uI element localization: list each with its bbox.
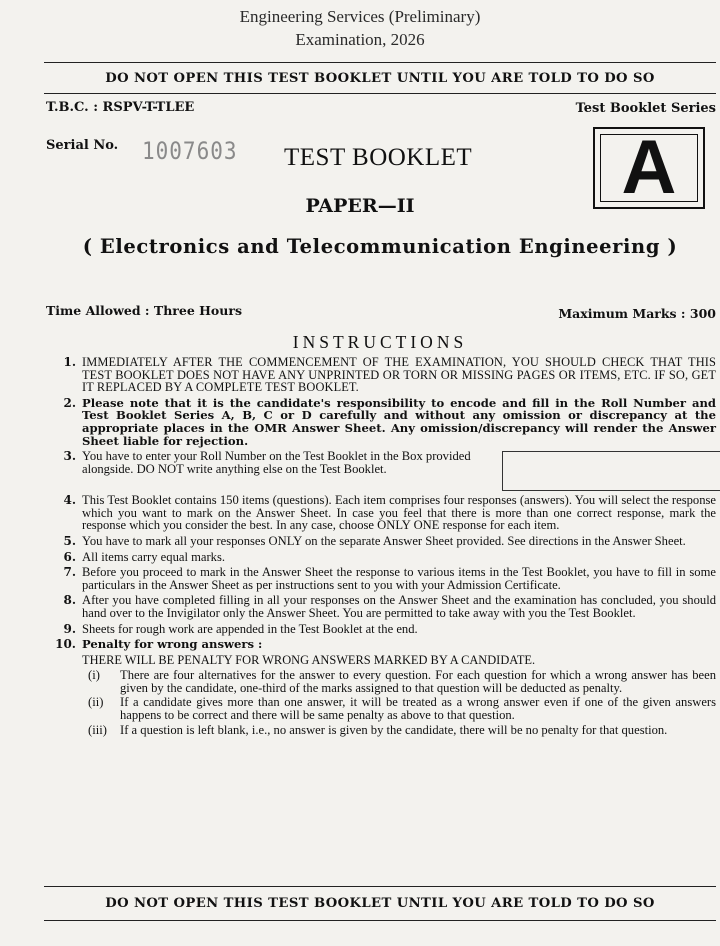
instructions-heading: INSTRUCTIONS [292, 332, 468, 352]
tbc-code: T.B.C. : RSPV-T-TLEE [46, 100, 195, 115]
penalty-item [46, 696, 716, 721]
instruction-number: 10. [55, 637, 76, 652]
instruction-item [46, 356, 716, 394]
penalty-number: (ii) [88, 695, 104, 710]
instruction-item [46, 450, 716, 491]
subject-title: ( Electronics and Telecommunication Engineering ) [82, 235, 678, 258]
time-allowed: Time Allowed : Three Hours [46, 303, 242, 318]
serial-number: 1007603 [142, 137, 238, 165]
top-rule [44, 62, 716, 63]
top-rule-lower [44, 93, 716, 94]
series-letter: A [600, 134, 698, 202]
instruction-item [46, 566, 716, 591]
instruction-text: Penalty for wrong answers : [82, 637, 263, 652]
instruction-text: Sheets for rough work are appended in the Test Booklet at the end. [82, 621, 418, 636]
penalty-item [46, 724, 716, 737]
penalty-text: If a candidate gives more than one answer, it will be treated as a wrong answer even if one of the given answers happens to be correct and there will be same penalty as above to that question. [120, 695, 716, 723]
instruction-number: 1. [63, 355, 76, 369]
exam-title-line2: Examination, 2026 [295, 30, 425, 49]
penalty-number: (i) [88, 668, 100, 683]
instruction-item [46, 623, 716, 636]
instruction-item [46, 638, 716, 651]
instruction-text: You have to mark all your responses ONLY on the separate Answer Sheet provided. See directions in the Answer Sheet. [82, 533, 686, 548]
instruction-text: This Test Booklet contains 150 items (questions). Each item comprises four responses (answers). You will select the response which you want to mark on the Answer Sheet. In case you feel that there is more than one correct response, mark the response which you consider the best. In any case, choose ONLY ONE response for each item. [82, 493, 716, 533]
instruction-number: 6. [63, 549, 76, 564]
instruction-number: 8. [63, 593, 76, 608]
instruction-text: After you have completed filling in all your responses on the Answer Sheet and the examination has concluded, you should hand over to the Invigilator only the Answer Sheet. You are permitted to take away with you the Test Booklet. [82, 593, 716, 620]
exam-title [0, 5, 720, 51]
paper-title: PAPER—II [305, 195, 415, 217]
instruction-number: 7. [63, 565, 76, 580]
instruction-item [46, 397, 716, 447]
roll-number-box[interactable] [502, 451, 720, 491]
instruction-number: 3. [63, 449, 76, 464]
instruction-item [46, 551, 716, 564]
penalty-item [46, 669, 716, 694]
booklet-title: TEST BOOKLET [284, 144, 473, 171]
penalty-caps-line: THERE WILL BE PENALTY FOR WRONG ANSWERS MARKED BY A CANDIDATE. [82, 652, 536, 667]
instruction-item [46, 494, 716, 532]
instruction-number: 4. [63, 493, 76, 508]
penalty-text: If a question is left blank, i.e., no answer is given by the candidate, there will be no penalty for that question. [120, 722, 668, 737]
instructions-list [46, 356, 716, 738]
penalty-number: (iii) [88, 722, 107, 737]
serial-label: Serial No. [46, 138, 119, 153]
instruction-item [46, 594, 716, 619]
top-warning-banner: DO NOT OPEN THIS TEST BOOKLET UNTIL YOU ARE TOLD TO DO SO [105, 71, 655, 86]
instruction-text: You have to enter your Roll Number on the Test Booklet in the Box provided alongside. DO NOT write anything else on the Test Booklet. [82, 449, 471, 476]
bottom-rule [44, 886, 716, 887]
instruction-text: IMMEDIATELY AFTER THE COMMENCEMENT OF THE EXAMINATION, YOU SHOULD CHECK THAT THIS TEST BOOKLET DOES NOT HAVE ANY UNPRINTED OR TORN OR MISSING PAGES OR ITEMS, ETC. IF SO, GET IT REPLACED BY A COMPLETE TEST BOOKLET. [82, 355, 716, 395]
series-label: Test Booklet Series [575, 101, 716, 116]
instruction-number: 2. [63, 395, 76, 410]
instruction-number: 5. [63, 533, 76, 548]
instruction-item [46, 535, 716, 548]
exam-title-line1: Engineering Services (Preliminary) [239, 7, 481, 26]
instruction-text: Please note that it is the candidate's responsibility to encode and fill in the Roll Number and Test Booklet Series A, B, C or D carefully and without any omission or discrepancy at the appropriate places in the OMR Answer Sheet. Any omission/discrepancy will render the Answer Sheet liable for rejection. [82, 395, 716, 448]
instruction-text: All items carry equal marks. [82, 549, 226, 564]
penalty-text: There are four alternatives for the answer to every question. For each question for which a wrong answer has been given by the candidate, one-third of the marks assigned to that question will be deducted as penalty. [120, 668, 716, 695]
bottom-warning-banner: DO NOT OPEN THIS TEST BOOKLET UNTIL YOU ARE TOLD TO DO SO [105, 896, 655, 911]
maximum-marks: Maximum Marks : 300 [558, 306, 716, 321]
instruction-number: 9. [63, 621, 76, 636]
bottom-rule-lower [44, 920, 716, 921]
instruction-text: Before you proceed to mark in the Answer Sheet the response to various items in the Test Booklet, you have to fill in some particulars in the Answer Sheet as per instructions sent to you with your Admission Certificate. [82, 565, 716, 592]
